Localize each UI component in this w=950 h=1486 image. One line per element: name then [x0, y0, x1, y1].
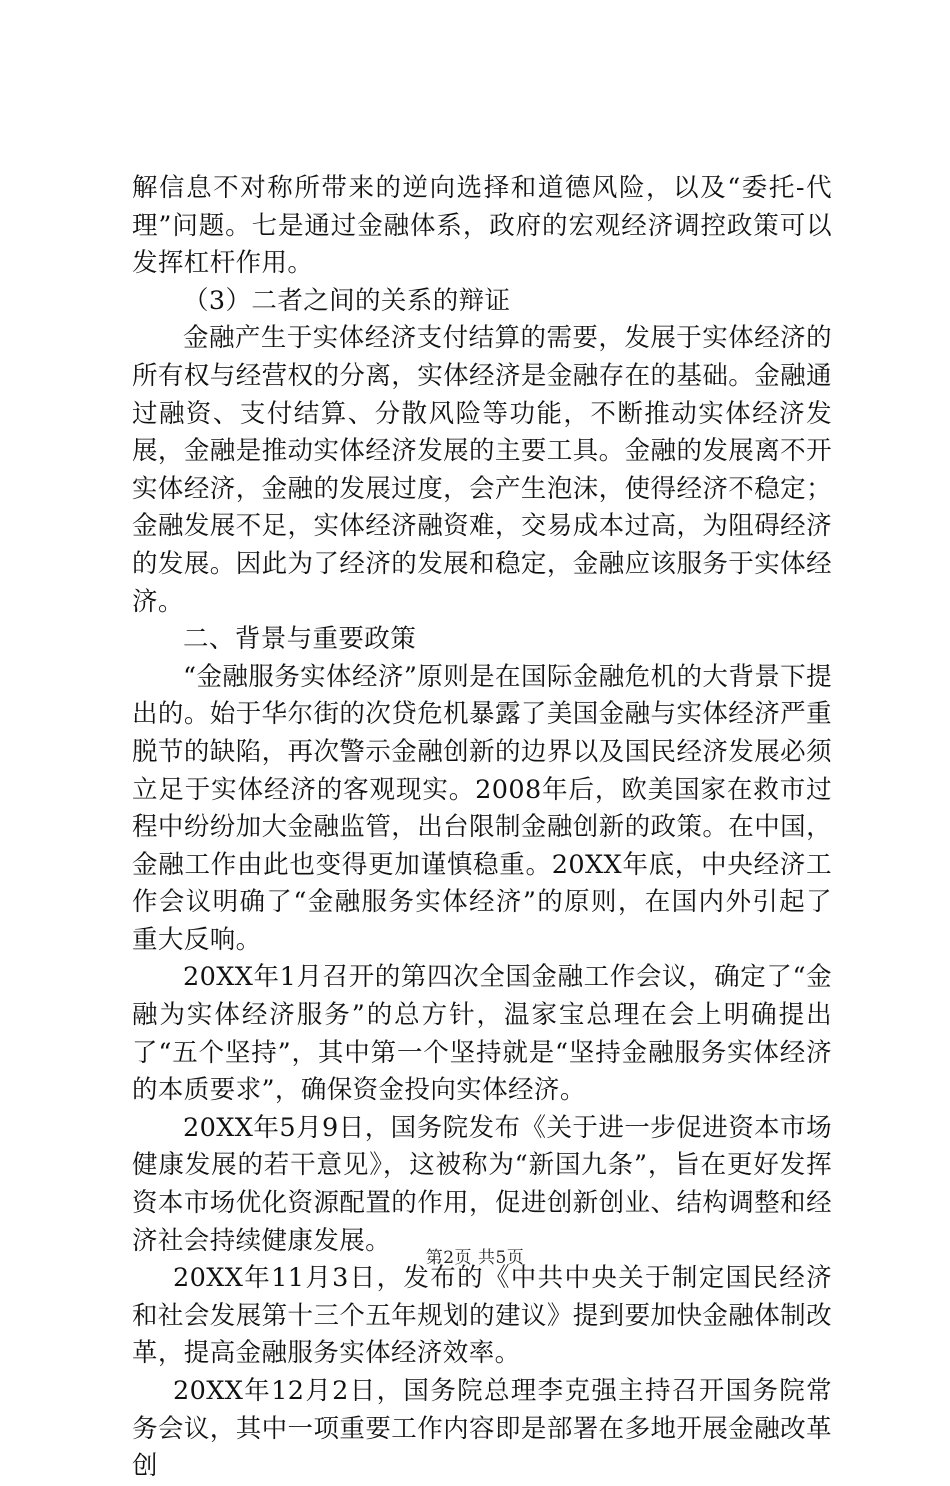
paragraph-relationship: 金融产生于实体经济支付结算的需要，发展于实体经济的所有权与经营权的分离，实体经济是金融存在的基础。金融通过融资、支付结算、分散风险等功能，不断推动实体经济发展，金融是推动实体经济发展的主要工具。金融的发展离不开实体经济，金融的发展过度，会产生泡沫，使得经济不稳定；金融发展不足，实体经济融资难，交易成本过高，为阻碍经济的发展。因此为了经济的发展和稳定，金融应该服务于实体经济。	[132, 323, 832, 617]
paragraph-continuation: 解信息不对称所带来的逆向选择和道德风险，以及“委托-代理”问题。七是通过金融体系，政府的宏观经济调控政策可以发挥杠杆作用。	[132, 173, 832, 279]
paragraph-background: “金融服务实体经济”原则是在国际金融危机的大背景下提出的。始于华尔街的次贷危机暴露了美国金融与实体经济严重脱节的缺陷，再次警示金融创新的边界以及国民经济发展必须立足于实体经济的客观现实。2008年后，欧美国家在救市过程中纷纷加大金融监管，出台限制金融创新的政策。在中国，金融工作由此也变得更加谨慎稳重。20XX年底，中央经济工作会议明确了“金融服务实体经济”的原则，在国内外引起了重大反响。	[132, 661, 832, 955]
paragraph-policy-2: 20XX年5月9日，国务院发布《关于进一步促进资本市场健康发展的若干意见》，这被称为“新国九条”，旨在更好发挥资本市场优化资源配置的作用，促进创新创业、结构调整和经济社会持续健康发展。	[132, 1112, 832, 1256]
paragraph-policy-4: 20XX年12月2日，国务院总理李克强主持召开国务院常务会议，其中一项重要工作内容即是部署在多地开展金融改革创	[132, 1376, 832, 1482]
page-number-footer: 第2页 共5页	[425, 1248, 525, 1268]
section-heading-background: 二、背景与重要政策	[183, 624, 417, 655]
document-body	[132, 170, 832, 1486]
paragraph-policy-1: 20XX年1月召开的第四次全国金融工作会议，确定了“金融为实体经济服务”的总方针，温家宝总理在会上明确提出了“五个坚持”，其中第一个坚持就是“坚持金融服务实体经济的本质要求”，确保资金投向实体经济。	[132, 962, 832, 1106]
subheading-relationship: （3）二者之间的关系的辩证	[183, 285, 511, 316]
paragraph-policy-3: 20XX年11月3日，发布的《中共中央关于制定国民经济和社会发展第十三个五年规划的建议》提到要加快金融体制改革，提高金融服务实体经济效率。	[132, 1263, 832, 1369]
